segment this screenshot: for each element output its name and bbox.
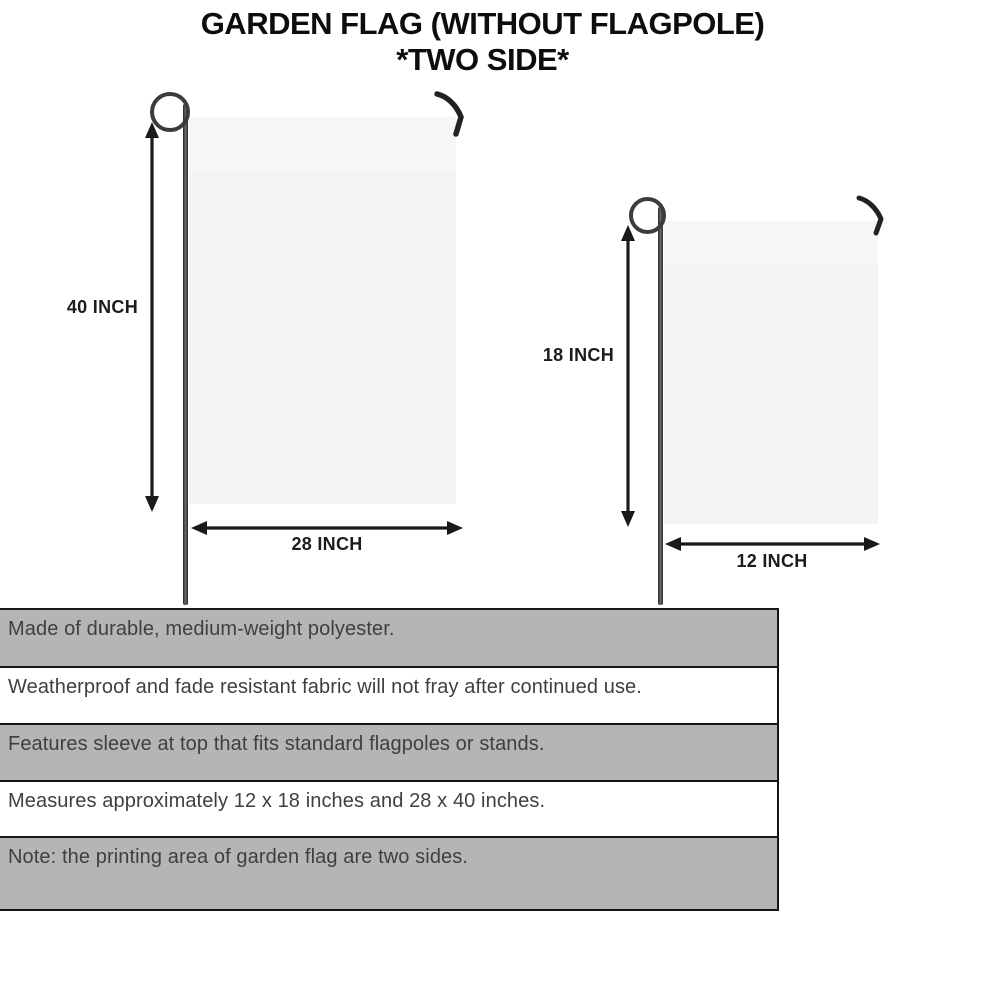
large-flag-height-arrow [141, 122, 163, 512]
feature-row: Weatherproof and fade resistant fabric will not fray after continued use. [0, 666, 779, 725]
large-flag-hook-icon [433, 89, 469, 139]
large-flag-height-label: 40 INCH [66, 297, 138, 317]
feature-row: Note: the printing area of garden flag are two sides. [0, 836, 779, 911]
title-line-1: GARDEN FLAG (WITHOUT FLAGPOLE) [200, 6, 765, 41]
small-flag-height-arrow [617, 225, 639, 527]
large-flagpole [183, 104, 188, 605]
small-flagpole [658, 207, 663, 605]
small-flag-height-label: 18 INCH [542, 345, 614, 365]
feature-row: Made of durable, medium-weight polyester. [0, 608, 779, 668]
feature-row: Measures approximately 12 x 18 inches and 28 x 40 inches. [0, 780, 779, 838]
feature-row: Features sleeve at top that fits standard flagpoles or stands. [0, 723, 779, 782]
feature-list [0, 608, 779, 911]
small-flag-panel [664, 221, 878, 524]
large-flag-panel [189, 117, 456, 504]
small-flag-hook-icon [855, 193, 889, 239]
large-flag-width-label: 28 INCH [291, 534, 363, 554]
title-line-2: *TWO SIDE* [396, 42, 569, 77]
page-title [0, 6, 965, 78]
small-flag-width-label: 12 INCH [736, 551, 808, 571]
